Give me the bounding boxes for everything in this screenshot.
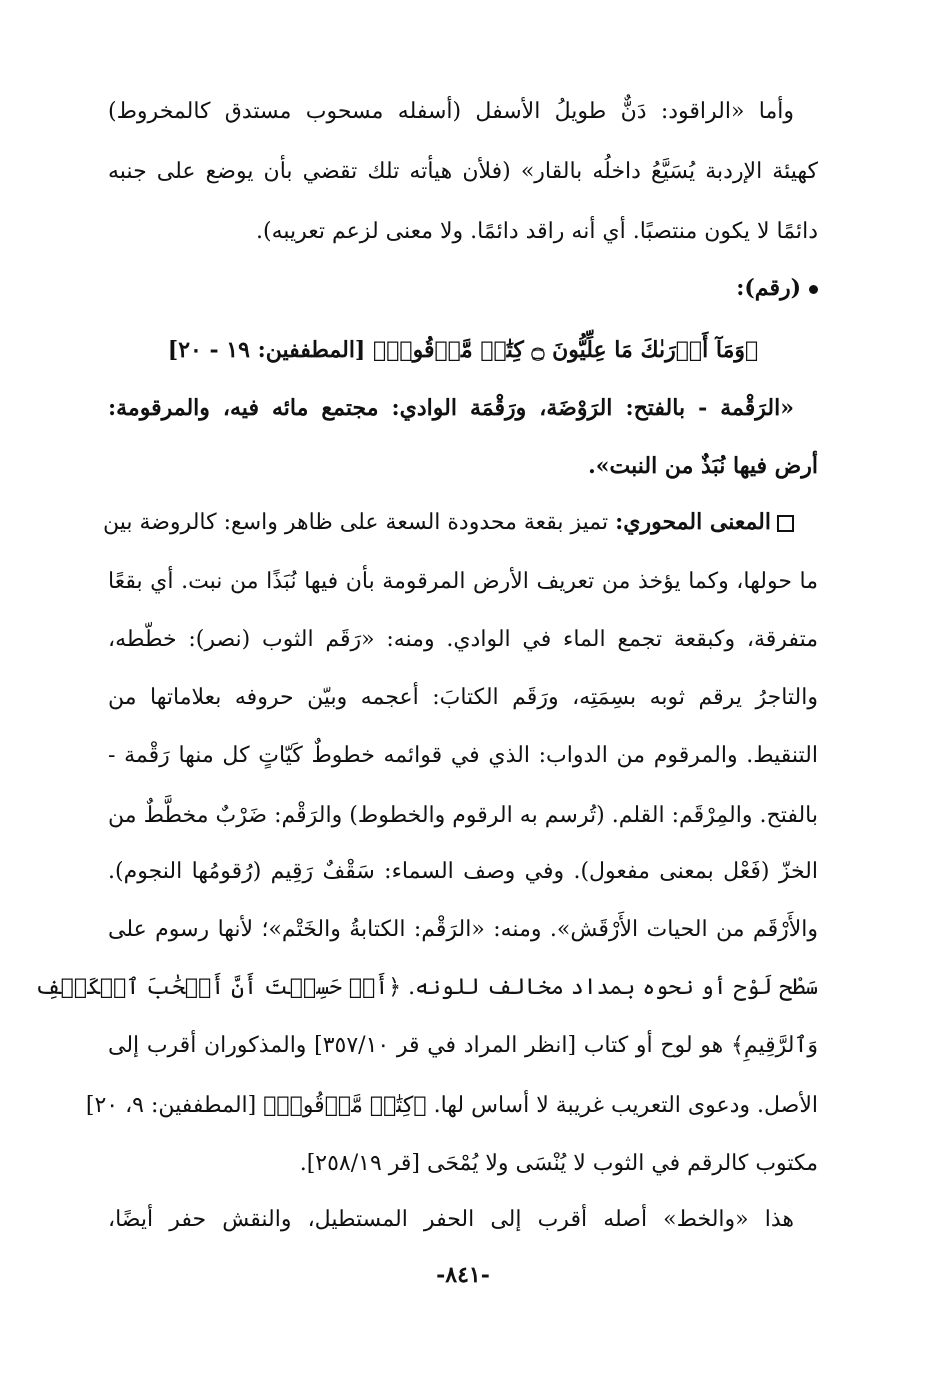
text-line: متفرقة، وكبقعة تجمع الماء في الوادي. ومنه: «رَقَم الثوب (نصر): خطّطه،	[108, 627, 818, 652]
text-line	[102, 502, 818, 542]
page-number: -٨٤١-	[436, 1262, 490, 1288]
text-line: سَطْح لَوْح أو نحوه بمداد مخالف للونه. ﴿أَمۡ حَسِبۡتَ أَنَّ أَصۡحَٰبَ ٱلۡكَهۡفِ	[34, 975, 818, 1000]
bullet-icon	[809, 285, 818, 294]
text-line: «الرَقْمة - بالفتح: الرَوْضَة، ورَقْمَة الوادي: مجتمع مائه فيه، والمرقومة:	[108, 395, 794, 421]
heading-text: (رقم):	[736, 275, 801, 301]
text-line: والتاجرُ يرقم ثوبه بسِمَتِه، ورَقَم الكتابَ: أعجمه وبيّن حروفه بعلاماتها من	[108, 685, 818, 710]
text-line: الأصل. ودعوى التعريب غريبة لا أساس لها. ﴿كِتَٰبٞ مَّرۡقُومٞ﴾ [المطففين: ٩، ٢٠]	[85, 1093, 818, 1118]
text-line: التنقيط. والمرقوم من الدواب: الذي في قوائمه خطوطٌ كَيّاتٍ كل منها رَقْمة -	[108, 743, 818, 768]
text-line: والأَرْقَم من الحيات الأَرْقَش». ومنه: «الرَقْم: الكتابةُ والخَتْم»؛ لأنها رسوم على	[108, 917, 818, 942]
text-line: أرض فيها نُبَذٌ من النبت».	[588, 453, 818, 479]
text-line: الخزّ (فَعْل بمعنى مفعول). وفي وصف السماء: سَقْفٌ رَقِيم (رُقومُها النجوم).	[108, 859, 818, 884]
text-line: بالفتح. والمِرْقَم: القلم. (تُرسم به الرقوم والخطوط) والرَقْم: ضَرْبٌ مخطَّطٌ من	[108, 803, 818, 828]
text-line: دائمًا لا يكون منتصبًا. أي أنه راقد دائمًا. ولا معنى لزعم تعريبه).	[256, 219, 818, 244]
text-segment: تميز بقعة محدودة السعة على ظاهر واسع: كالروضة بين	[102, 510, 609, 535]
text-line: وَٱلرَّقِيمِ﴾ هو لوح أو كتاب [انظر المراد في قر ٣٥٧/١٠] والمذكوران أقرب إلى	[108, 1033, 818, 1058]
axial-meaning-label: المعنى المحوري:	[615, 509, 771, 535]
square-box-icon	[777, 515, 794, 532]
text-line: ما حولها، وكما يؤخذ من تعريف الأرض المرقومة بأن فيها نُبَذًا من نبت. أي بقعًا	[108, 569, 818, 594]
text-line: كهيئة الإردبة يُسَيَّعُ داخلُه بالقار» (فلأن هيأته تلك تقضي بأن يوضع على جنبه	[108, 159, 818, 184]
section-heading	[108, 268, 818, 308]
text-line: وأما «الراقود: دَنٌّ طويلُ الأسفل (أسفله مسحوب مستدق كالمخروط)	[108, 99, 794, 124]
text-line: هذا «والخط» أصله أقرب إلى الحفر المستطيل، والنقش حفر أيضًا،	[108, 1207, 794, 1232]
text-line: مكتوب كالرقم في الثوب لا يُنْسَى ولا يُمْحَى [قر ٢٥٨/١٩].	[299, 1151, 818, 1176]
quran-verse: ﴿وَمَآ أَدۡرَىٰكَ مَا عِلِّيُّونَ ۝ كِتَٰبٞ مَّرۡقُومٞ﴾ [المطففين: ١٩ - ٢٠]	[167, 337, 759, 363]
